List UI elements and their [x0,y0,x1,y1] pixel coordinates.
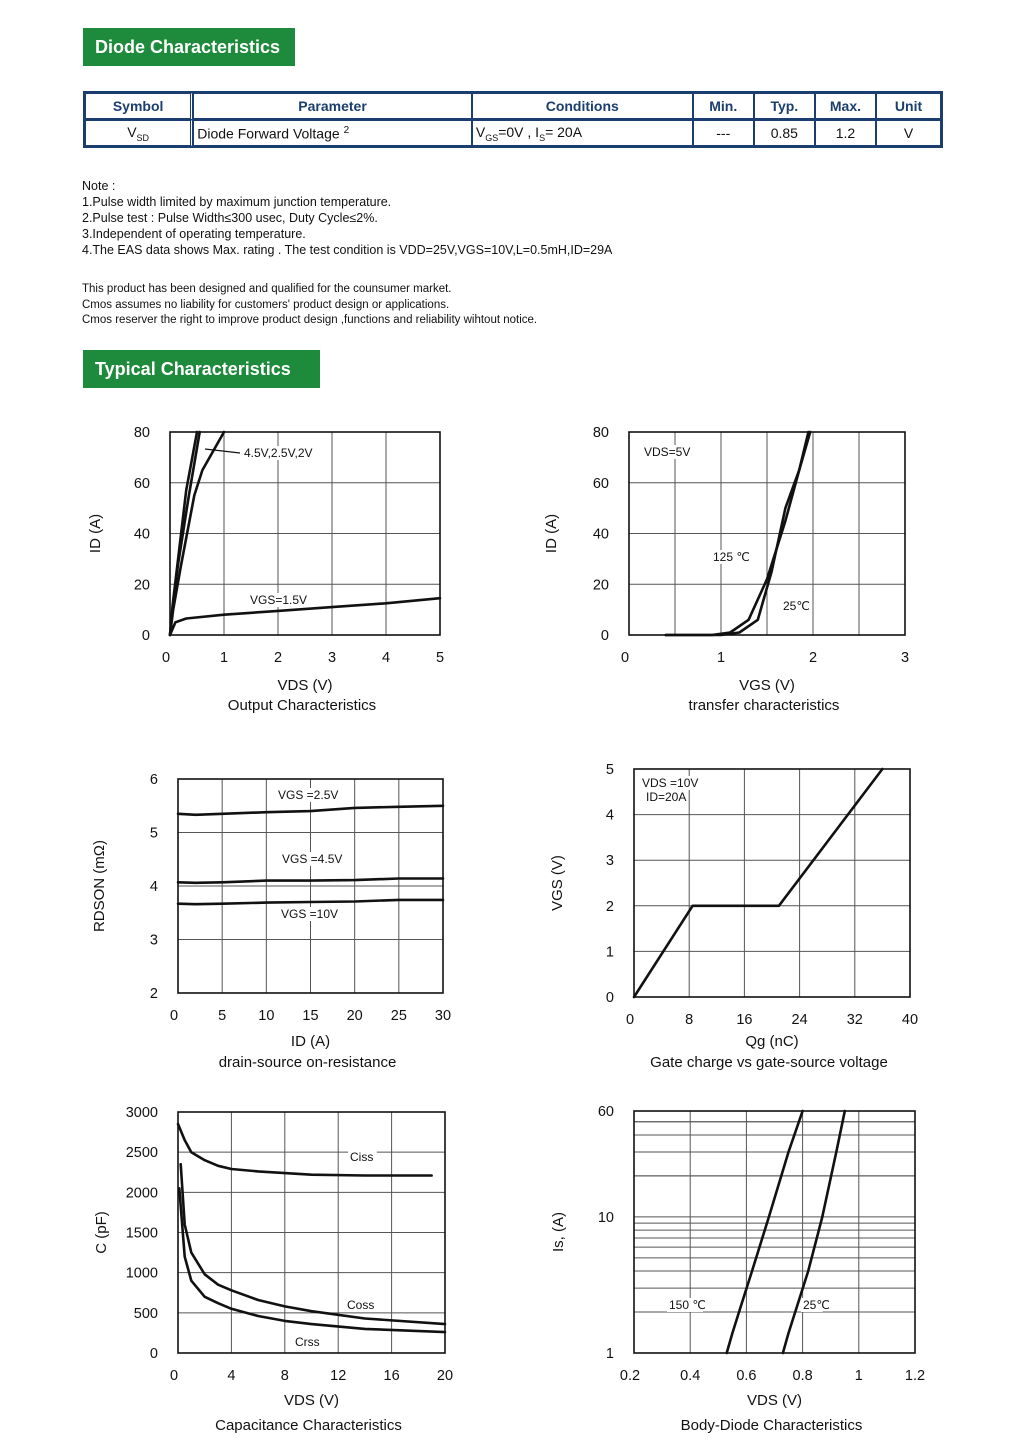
x-tick-label: 5 [218,1008,227,1024]
x-tick-label: 0 [169,1008,179,1024]
x-tick-label: 0.6 [736,1368,757,1384]
annotation-label: Crss [295,1335,320,1349]
x-tick-label: 8 [685,1012,694,1028]
x-axis-label: VDS (V) [746,1392,803,1409]
cell-symbol: $V_{SD}$ [85,120,193,146]
chart-title: Body-Diode Characteristics [680,1417,863,1434]
y-tick-label: 3 [605,853,614,870]
y-axis-label: ID (A) [543,513,560,554]
x-tick-label: 15 [302,1008,319,1024]
x-tick-label: 24 [791,1012,808,1028]
x-tick-label: 16 [736,1012,753,1028]
y-axis-label: Is, (A) [550,1212,567,1252]
x-tick-label: 32 [846,1012,863,1028]
series-line-2 [783,1111,845,1353]
x-tick-label: 1 [219,650,229,666]
y-tick-label: 40 [133,526,150,543]
y-tick-label: 2500 [125,1145,158,1162]
x-tick-label: 0.2 [619,1368,641,1384]
y-tick-label: 5 [605,762,614,778]
cell-max: 1.2 [815,120,876,146]
x-tick-label: 2 [273,650,283,666]
x-tick-label: 12 [330,1368,347,1384]
header-parameter: Parameter [193,93,472,120]
chart-4 [549,762,918,1071]
cell-conditions: $V_{GS}=0V$ , $I_S= 20A$ [472,120,693,146]
note-item: 3.Independent of operating temperature. [82,227,306,241]
typical-characteristics-title: Typical Characteristics [83,350,320,388]
x-tick-label: 1 [854,1368,863,1384]
x-tick-label: 3 [900,650,910,666]
disclaimer-line: This product has been designed and qualified for the counsumer market. [82,283,452,295]
cell-min: --- [693,120,754,146]
y-tick-label: 20 [133,577,150,594]
header-unit: Unit [876,93,941,120]
y-tick-label: 3000 [125,1105,158,1121]
y-tick-label: 2000 [125,1185,158,1202]
y-tick-label: 1500 [125,1225,158,1242]
y-tick-label: 4 [149,879,158,895]
y-tick-label: 6 [149,772,158,788]
series-line-1 [727,1111,803,1353]
y-tick-label: 0 [149,1346,158,1362]
y-tick-label: 40 [592,526,609,543]
annotation-label: 4.5V,2.5V,2V [244,446,313,460]
annotation-label: VGS =10V [281,907,339,921]
x-axis-label: ID (A) [290,1033,331,1050]
chart-title: Gate charge vs gate-source voltage [650,1054,888,1071]
x-tick-label: 5 [435,650,445,666]
y-tick-label: 60 [597,1104,614,1120]
annotation-label: 25℃ [783,599,810,613]
disclaimer-line: Cmos assumes no liability for customers' product design or applications. [82,298,450,311]
annotation-label: Ciss [350,1150,374,1164]
y-tick-label: 60 [133,475,150,492]
y-tick-label: 2 [149,986,158,1002]
x-tick-label: 0 [161,650,171,666]
x-axis-label: VDS (V) [283,1392,340,1409]
y-axis-label: C (pF) [93,1211,110,1254]
x-tick-label: 0.4 [680,1368,701,1384]
x-tick-label: 10 [258,1008,275,1024]
x-tick-label: 3 [327,650,337,666]
x-tick-label: 1 [716,650,726,666]
y-axis-label: ID (A) [87,513,104,554]
y-tick-label: 0 [605,990,614,1006]
note-item: 2.Pulse test : Pulse Width≤300 usec, Duty Cycle≤2%. [82,211,378,225]
annotation-label: 150 ℃ [669,1298,706,1312]
y-tick-label: 4 [605,807,614,824]
series-line-2 [181,1164,445,1324]
y-tick-label: 5 [149,825,158,842]
x-tick-label: 4 [381,650,391,666]
y-axis-label: VGS (V) [549,855,566,911]
x-tick-label: 30 [434,1008,452,1024]
chart-1 [87,425,444,714]
annotation-label: 125 ℃ [713,550,750,564]
series-line-1 [178,1124,432,1176]
chart-title: drain-source on-resistance [218,1054,397,1071]
chart-title: transfer characteristics [688,697,840,714]
x-tick-label: 25 [390,1008,407,1024]
x-tick-label: 0 [625,1012,635,1028]
y-tick-label: 2 [605,898,614,915]
notes-heading: Note : [82,179,116,193]
x-axis-label: Qg (nC) [745,1033,799,1050]
x-tick-label: 1.2 [904,1368,926,1384]
annotation-label: Coss [347,1298,375,1312]
note-item: 1.Pulse width limited by maximum junction temperature. [82,195,392,209]
y-tick-label: 20 [592,577,609,594]
x-tick-label: 40 [901,1012,919,1028]
x-tick-label: 20 [346,1008,363,1024]
annotation-label: ID=20A [646,790,687,804]
diode-characteristics-title: Diode Characteristics [83,28,295,66]
disclaimer-line: Cmos reserver the right to improve product design ,functions and reliability wihtout notice. [82,314,538,326]
chart-5 [93,1105,453,1434]
x-axis-label: VGS (V) [739,677,795,694]
x-tick-label: 0 [620,650,630,666]
header-min: Min. [693,93,754,120]
annotation-label: VDS=5V [644,445,691,459]
x-tick-label: 16 [383,1368,400,1384]
y-tick-label: 10 [597,1209,614,1226]
y-tick-label: 80 [133,425,150,441]
y-tick-label: 0 [600,628,609,644]
y-tick-label: 1 [605,1346,614,1362]
x-tick-label: 20 [436,1368,454,1384]
header-conditions: Conditions [472,93,693,120]
x-tick-label: 0.8 [792,1368,813,1384]
plot-frame [634,1111,915,1353]
y-tick-label: 0 [141,628,150,644]
y-tick-label: 1000 [125,1265,158,1282]
cell-parameter: Diode Forward Voltage $^2$ [193,120,472,146]
chart-6 [550,1104,925,1434]
y-tick-label: 500 [133,1305,158,1322]
note-item: 4.The EAS data shows Max. rating . The test condition is VDD=25V,VGS=10V,L=0.5mH,ID=29A [82,243,613,257]
y-tick-label: 60 [592,475,609,492]
annotation-leader [205,449,240,453]
annotation-label: VGS =2.5V [278,788,339,802]
x-tick-label: 2 [808,650,818,666]
header-max: Max. [815,93,876,120]
chart-title: Output Characteristics [227,697,377,714]
y-tick-label: 1 [605,944,614,961]
header-typ: Typ. [754,93,815,120]
chart-2 [543,425,909,714]
y-axis-label: RDSON (mΩ) [91,839,108,933]
chart-title: Capacitance Characteristics [215,1417,402,1434]
y-tick-label: 3 [149,932,158,949]
x-axis-label: VDS (V) [277,677,333,694]
chart-3 [91,772,451,1071]
x-tick-label: 4 [227,1368,236,1384]
annotation-label: VGS=1.5V [250,593,308,607]
annotation-label: VGS =4.5V [282,852,343,866]
y-tick-label: 80 [592,425,609,441]
x-tick-label: 0 [169,1368,179,1384]
header-symbol: Symbol [85,93,193,120]
cell-unit: V [876,120,941,146]
annotation-label: 25℃ [803,1298,830,1312]
x-tick-label: 8 [280,1368,289,1384]
annotation-label: VDS =10V [642,776,699,790]
cell-typ: 0.85 [754,120,815,146]
